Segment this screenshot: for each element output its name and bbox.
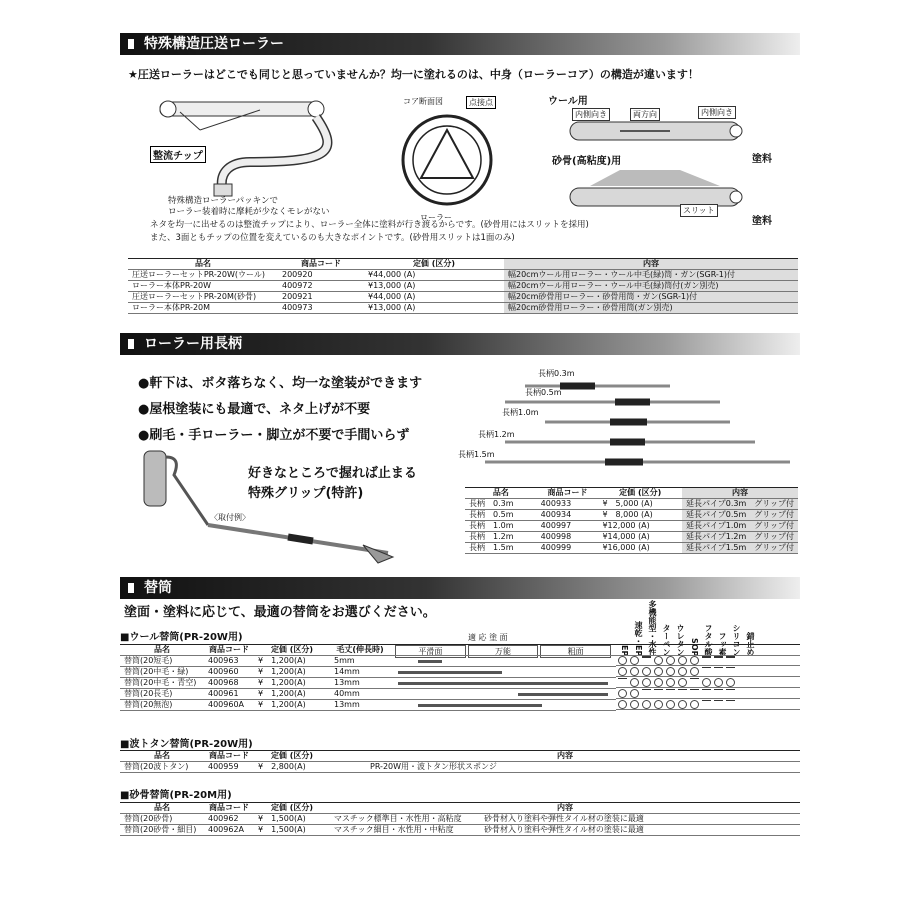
section1-lead: ★圧送ローラーはどこでも同じと思っていませんか？均一に塗れるのは、中身（ローラーコア）の構造が違います！ [128, 68, 699, 81]
compatible-mark [618, 656, 627, 665]
compatible-mark [690, 667, 699, 676]
compatible-mark [666, 667, 675, 676]
slit-label: スリット [680, 204, 718, 217]
th-code: 商品コード [278, 259, 364, 270]
packing-label: 特殊構造ローラーパッキンで ローラー装着時に摩耗が少なくモレがない [168, 196, 330, 217]
paint-label: 塗料 [752, 154, 772, 165]
table-row: 替筒(20長毛) 400961 ¥ 1,200(A) 40mm [120, 689, 800, 700]
both-label: 両方向 [630, 108, 660, 121]
paint-type-header: 錆止め [746, 632, 755, 656]
incompatible-mark [714, 667, 723, 669]
compatible-mark [654, 700, 663, 709]
incompatible-mark [702, 667, 711, 669]
compatible-mark [654, 678, 663, 687]
nami-sleeve-table: 品名 商品コード 定価 (区分) 内容 替筒(20波トタン) 400959 ¥ 2,800(A) PR-20W用・波トタン形状スポンジ [120, 750, 800, 773]
section-header-replacement-sleeve: 替筒 [120, 577, 800, 599]
sand-label: 砂骨(高粘度)用 [552, 156, 622, 167]
incompatible-mark [618, 678, 627, 680]
th-name: 品名 [128, 259, 278, 270]
section-header-pressure-roller: 特殊構造圧送ローラー [120, 33, 800, 55]
incompatible-mark [726, 689, 735, 691]
compatible-mark [690, 656, 699, 665]
compatible-mark [618, 689, 627, 698]
incompatible-mark [654, 689, 663, 691]
note-2: また、3面ともチップの位置を変えているのも大きなポイントです。(砂骨用スリットは1面のみ) [150, 233, 515, 243]
table-row: 替筒(20砂骨・細目) 400962A ¥ 1,500(A) マスチック細目・水性用・中粘度 砂骨材入り塗料や弾性タイル材の塗装に最適 [120, 825, 800, 836]
incompatible-mark [642, 656, 651, 658]
incompatible-mark [678, 689, 687, 691]
grip-text-2: 特殊グリップ(特許) [248, 486, 364, 501]
compatible-mark [618, 667, 627, 676]
compatible-mark [702, 678, 711, 687]
table-row: 替筒(20波トタン) 400959 ¥ 2,800(A) PR-20W用・波トタン形状スポンジ [120, 762, 800, 773]
long-pole-table: 品名 商品コード 定価 (区分) 内容 長柄 0.3m 400933 ¥ 5,000 (A) 延長パイプ0.3m グリップ付 長柄 0.5m 400934 ¥ 8,000 (A) 延長パイプ0.5m グリップ付 長柄 1.0m 400997 ¥12,000 (A) 延長パイプ1.0m グリップ付 長柄 1.2m 400998 ¥14,000 (A) 延長パイプ1.2m グリップ付 長柄 1.5m 400999 ¥16,000 (A) 延長パイプ1.5m グリップ付 [465, 487, 798, 554]
incompatible-mark [642, 689, 651, 691]
wool-label: ウール用 [548, 96, 588, 107]
compatible-mark [678, 667, 687, 676]
incompatible-mark [726, 656, 735, 658]
compatible-mark [642, 678, 651, 687]
compatible-mark [618, 700, 627, 709]
usage-range-bar [418, 660, 442, 663]
table-row: 圧送ローラーセットPR-20W(ウール) 200920 ¥44,000 (A) 幅20cmウール用ローラー・ウール中毛(緑)筒・ガン(SGR-1)付 [128, 270, 798, 281]
compatible-mark [630, 700, 639, 709]
wool-sleeve-table: 品名 商品コード 定価 (区分) 毛丈(伸長時) 替筒(20短毛) 400963 ¥ 1,200(A) 5mm 替筒(20中毛・緑) 400960 ¥ 1,200(A) 14mm 替筒(20中毛・青空) 400968 ¥ 1,200(A) 13mm 替筒(20長毛) 400961 ¥ 1,200(A) 40mm 替筒(20無泡) 400960A ¥ 1,200(A) 13mm [120, 644, 800, 711]
table-row: 替筒(20無泡) 400960A ¥ 1,200(A) 13mm [120, 700, 800, 711]
surface-headers: 平滑面 万能 粗面 [394, 645, 612, 658]
paint-type-header: ターペン [662, 624, 671, 656]
note-1: ネタを均一に出せるのは整流チップにより、ローラー全体に塗料が行き渡るからです。(砂骨用にはスリットを採用) [150, 220, 589, 230]
table-row: 替筒(20短毛) 400963 ¥ 1,200(A) 5mm [120, 656, 800, 667]
table-row: 圧送ローラーセットPR-20M(砂骨) 200921 ¥44,000 (A) 幅20cm砂骨用ローラー・砂骨用筒・ガン(SGR-1)付 [128, 292, 798, 303]
compatible-mark [666, 656, 675, 665]
compatible-mark [678, 656, 687, 665]
th-price: 定価 (区分) [364, 259, 504, 270]
pole-label-12: 長柄1.2m [478, 430, 515, 439]
incompatible-mark [714, 656, 723, 658]
compatible-mark [714, 678, 723, 687]
paint-type-header: 多機能型・水性 [648, 600, 657, 656]
incompatible-mark [690, 689, 699, 691]
incompatible-mark [726, 667, 735, 669]
core-cross-section-diagram [400, 110, 500, 210]
compatible-mark [678, 678, 687, 687]
pole-label-10: 長柄1.0m [502, 408, 539, 417]
paint-type-header: フタル酸 [704, 624, 713, 656]
compatible-mark [642, 700, 651, 709]
roller-label: ローラー [420, 213, 452, 222]
paint2-label: 塗料 [752, 216, 772, 227]
usage-range-bar [418, 704, 542, 707]
paint-type-header: フッ素 [718, 632, 727, 656]
compatible-mark [654, 667, 663, 676]
bullet-1: ●軒下は、ボタ落ちなく、均一な塗装ができます [138, 376, 423, 391]
incompatible-mark [690, 678, 699, 680]
table-row: 長柄 0.3m 400933 ¥ 5,000 (A) 延長パイプ0.3m グリップ付 [465, 499, 798, 510]
incompatible-mark [702, 689, 711, 691]
section3-lead: 塗面・塗料に応じて、最適の替筒をお選びください。 [124, 605, 436, 620]
table-row: 長柄 1.5m 400999 ¥16,000 (A) 延長パイプ1.5m グリップ付 [465, 543, 798, 554]
usage-title: 適 応 塗 面 [468, 633, 508, 642]
compatible-mark [630, 678, 639, 687]
usage-range-bar [518, 693, 608, 696]
pole-lengths-illustration [465, 370, 800, 480]
sand-section-title: ■砂骨替筒(PR-20M用) [120, 790, 232, 801]
table-row: ローラー本体PR-20M 400973 ¥13,000 (A) 幅20cm砂骨用ローラー・砂骨用筒(ガン別売) [128, 303, 798, 314]
grip-text-1: 好きなところで握れば止まる [248, 466, 417, 481]
compatible-mark [726, 678, 735, 687]
table-row: 替筒(20中毛・青空) 400968 ¥ 1,200(A) 13mm [120, 678, 800, 689]
compatible-mark [630, 689, 639, 698]
contact-label: 点接点 [466, 96, 496, 109]
incompatible-mark [666, 689, 675, 691]
usage-range-bar [398, 682, 608, 685]
compatible-mark [678, 700, 687, 709]
bullet-2: ●屋根塗装にも最適で、ネタ上げが不要 [138, 402, 371, 417]
paint-type-header: ウレタン [676, 624, 685, 656]
incompatible-mark [726, 700, 735, 702]
bullet-3: ●刷毛・手ローラー・脚立が不要で手間いらず [138, 428, 410, 443]
inner-label: 内側向き [572, 108, 610, 121]
th-content: 内容 [504, 259, 798, 270]
incompatible-mark [702, 700, 711, 702]
table-row: 長柄 1.2m 400998 ¥14,000 (A) 延長パイプ1.2m グリップ付 [465, 532, 798, 543]
compatible-mark [630, 667, 639, 676]
table-row: 長柄 0.5m 400934 ¥ 8,000 (A) 延長パイプ0.5m グリップ付 [465, 510, 798, 521]
compatible-mark [642, 667, 651, 676]
wool-section-title: ■ウール替筒(PR-20W用) [120, 632, 243, 643]
core-label: コア断面図 [403, 97, 443, 106]
table-row: 長柄 1.0m 400997 ¥12,000 (A) 延長パイプ1.0m グリップ付 [465, 521, 798, 532]
chip-label: 整流チップ [150, 146, 206, 163]
nami-section-title: ■波トタン替筒(PR-20W用) [120, 739, 253, 750]
compatible-mark [690, 700, 699, 709]
incompatible-mark [702, 656, 711, 658]
compatible-mark [630, 656, 639, 665]
paint-type-header: EP [620, 644, 629, 656]
incompatible-mark [714, 689, 723, 691]
compatible-mark [654, 656, 663, 665]
paint-type-header: SOP [690, 637, 699, 656]
compatible-mark [666, 700, 675, 709]
paint-type-header: シリコン [732, 624, 741, 656]
incompatible-mark [714, 700, 723, 702]
table-row: 替筒(20中毛・緑) 400960 ¥ 1,200(A) 14mm [120, 667, 800, 678]
table-row: ローラー本体PR-20W 400972 ¥13,000 (A) 幅20cmウール用ローラー・ウール中毛(緑)筒付(ガン別売) [128, 281, 798, 292]
usage-range-bar [398, 671, 502, 674]
pressure-roller-table [128, 258, 798, 314]
pole-label-03: 長柄0.3m [538, 369, 575, 378]
table-row: 替筒(20砂骨) 400962 ¥ 1,500(A) マスチック標準目・水性用・高粘度 砂骨材入り塗料や弾性タイル材の塗装に最適 [120, 814, 800, 825]
compatible-mark [666, 678, 675, 687]
sand-sleeve-table: 品名 商品コード 定価 (区分) 内容 替筒(20砂骨) 400962 ¥ 1,500(A) マスチック標準目・水性用・高粘度 砂骨材入り塗料や弾性タイル材の塗装に最適 替筒(20砂骨・細目) 400962A ¥ 1,500(A) マスチック細目・水性用・中粘度 砂骨材入り塗料や弾性タイル材の塗装に最適 [120, 802, 800, 836]
paint-type-header: 速乾・EP [634, 620, 643, 656]
example-label: 〈取付例〉 [210, 513, 250, 522]
inner2-label: 内側向き [698, 106, 736, 119]
section-header-long-pole: ローラー用長柄 [120, 333, 800, 355]
pole-label-15: 長柄1.5m [458, 450, 495, 459]
pole-label-05: 長柄0.5m [525, 388, 562, 397]
